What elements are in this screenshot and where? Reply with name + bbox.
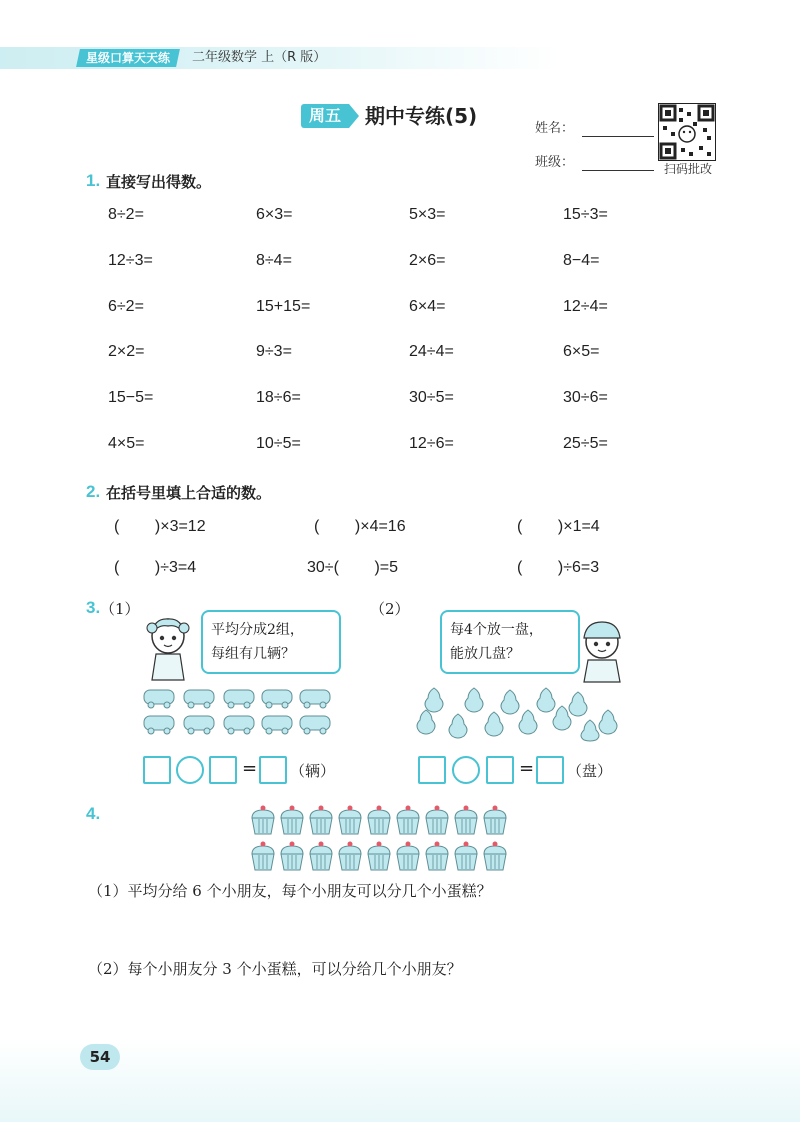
q2-problem[interactable]: 30÷( )=5 xyxy=(307,559,399,576)
q4-sub2: （2）每个小朋友分 3 个小蛋糕，可以分给几个小朋友？ xyxy=(88,960,462,978)
day-tag: 周五 xyxy=(301,104,349,128)
name-field[interactable] xyxy=(582,122,654,137)
q3-part2-unit: （盘） xyxy=(567,762,613,780)
bubble-line: 平均分成2组， xyxy=(211,622,304,638)
q1-problem: 6÷2= xyxy=(108,298,144,315)
page-title: 期中专练(5) xyxy=(365,104,478,128)
operator-circle[interactable] xyxy=(452,756,480,784)
series-badge: 星级口算天天练 xyxy=(76,49,180,67)
cake-icon xyxy=(252,806,274,835)
car-icon xyxy=(300,690,330,708)
class-label: 班级： xyxy=(535,155,575,170)
equals-sign: = xyxy=(242,758,258,779)
q2-number: 2. xyxy=(86,482,101,501)
q1-text: 直接写出得数。 xyxy=(106,173,212,191)
pear-icon xyxy=(425,688,443,712)
pear-icon xyxy=(569,692,587,716)
car-icon xyxy=(262,716,292,734)
q1-problem: 15÷3= xyxy=(563,206,608,223)
q1-problem: 4×5= xyxy=(108,435,145,452)
q1-problem: 2×2= xyxy=(108,343,145,360)
operator-circle[interactable] xyxy=(176,756,204,784)
cake-icon xyxy=(397,806,419,835)
cake-icon xyxy=(426,806,448,835)
boy-illustration xyxy=(574,618,630,684)
footer-band xyxy=(0,1040,800,1122)
q1-number: 1. xyxy=(86,171,101,190)
cake-icon xyxy=(368,806,390,835)
cake-icon xyxy=(455,842,477,871)
q3-part2-label: （2） xyxy=(370,600,410,618)
q2-problem[interactable]: ( )×3=12 xyxy=(114,518,206,535)
class-field[interactable] xyxy=(582,156,654,171)
q2-problem[interactable]: ( )÷6=3 xyxy=(517,559,600,576)
q1-problem: 8÷2= xyxy=(108,206,144,223)
cake-icon xyxy=(339,842,361,871)
pear-icon xyxy=(537,688,555,712)
cake-icon xyxy=(339,806,361,835)
cake-icon xyxy=(484,842,506,871)
car-icon xyxy=(144,716,174,734)
cars-illustration xyxy=(140,684,340,742)
cake-icon xyxy=(252,842,274,871)
q1-problem: 24÷4= xyxy=(409,343,454,360)
q1-problem: 12÷3= xyxy=(108,252,153,269)
pear-icon xyxy=(485,712,503,736)
answer-box[interactable] xyxy=(143,756,171,784)
answer-box[interactable] xyxy=(486,756,514,784)
bubble-line: 能放几盘？ xyxy=(450,646,520,662)
cake-icon xyxy=(281,806,303,835)
qr-caption: 扫码批改 xyxy=(663,162,712,176)
cakes-illustration xyxy=(250,804,520,876)
q1-problem: 2×6= xyxy=(409,252,446,269)
q1-problem: 8÷4= xyxy=(256,252,292,269)
q1-problem: 15−5= xyxy=(108,389,154,406)
q1-problem: 6×3= xyxy=(256,206,293,223)
pear-icon xyxy=(599,710,617,734)
pear-icon xyxy=(465,688,483,712)
answer-box[interactable] xyxy=(536,756,564,784)
q1-problem: 30÷6= xyxy=(563,389,608,406)
q1-problem: 10÷5= xyxy=(256,435,301,452)
q3-part2-bubble xyxy=(440,610,580,674)
cake-icon xyxy=(455,806,477,835)
cake-icon xyxy=(310,806,332,835)
q1-problem: 6×5= xyxy=(563,343,600,360)
cake-icon xyxy=(426,842,448,871)
answer-box[interactable] xyxy=(209,756,237,784)
q1-problem: 12÷4= xyxy=(563,298,608,315)
q1-problem: 18÷6= xyxy=(256,389,301,406)
pears-illustration xyxy=(412,684,622,742)
q1-problem: 6×4= xyxy=(409,298,446,315)
q1-problem: 12÷6= xyxy=(409,435,454,452)
q2-text: 在括号里填上合适的数。 xyxy=(106,484,272,502)
cake-icon xyxy=(484,806,506,835)
car-icon xyxy=(224,690,254,708)
pear-icon xyxy=(501,690,519,714)
car-icon xyxy=(300,716,330,734)
cake-icon xyxy=(281,842,303,871)
page-number: 54 xyxy=(80,1044,120,1070)
car-icon xyxy=(144,690,174,708)
qr-code[interactable] xyxy=(658,103,716,161)
q3-part1-unit: （辆） xyxy=(290,762,336,780)
cake-icon xyxy=(368,842,390,871)
q4-number: 4. xyxy=(86,804,101,823)
pear-icon xyxy=(449,714,467,738)
q2-problem[interactable]: ( )×1=4 xyxy=(517,518,600,535)
bubble-line: 每4个放一盘， xyxy=(450,622,543,638)
bubble-line: 每组有几辆？ xyxy=(211,646,295,662)
q1-problem: 25÷5= xyxy=(563,435,608,452)
q2-problem[interactable]: ( )×4=16 xyxy=(314,518,406,535)
cake-icon xyxy=(397,842,419,871)
car-icon xyxy=(184,690,214,708)
q3-part1-label: （1） xyxy=(100,600,140,618)
pear-icon xyxy=(417,710,435,734)
grade-label: 二年级数学 上（R 版） xyxy=(192,50,327,65)
q1-problem: 15+15= xyxy=(256,298,311,315)
answer-box[interactable] xyxy=(259,756,287,784)
answer-box[interactable] xyxy=(418,756,446,784)
q3-part1-bubble xyxy=(201,610,341,674)
pear-icon xyxy=(553,706,571,730)
pear-icon xyxy=(581,720,599,741)
q1-problem: 9÷3= xyxy=(256,343,292,360)
q1-problem: 30÷5= xyxy=(409,389,454,406)
car-icon xyxy=(224,716,254,734)
q3-number: 3. xyxy=(86,598,101,617)
cake-icon xyxy=(310,842,332,871)
q2-problem[interactable]: ( )÷3=4 xyxy=(114,559,197,576)
pear-icon xyxy=(519,710,537,734)
car-icon xyxy=(184,716,214,734)
car-icon xyxy=(262,690,292,708)
name-label: 姓名： xyxy=(535,121,575,136)
q1-problem: 5×3= xyxy=(409,206,446,223)
q4-sub1: （1）平均分给 6 个小朋友，每个小朋友可以分几个小蛋糕？ xyxy=(88,882,492,900)
q1-problem: 8−4= xyxy=(563,252,600,269)
girl-illustration xyxy=(140,614,196,684)
equals-sign: = xyxy=(519,758,535,779)
